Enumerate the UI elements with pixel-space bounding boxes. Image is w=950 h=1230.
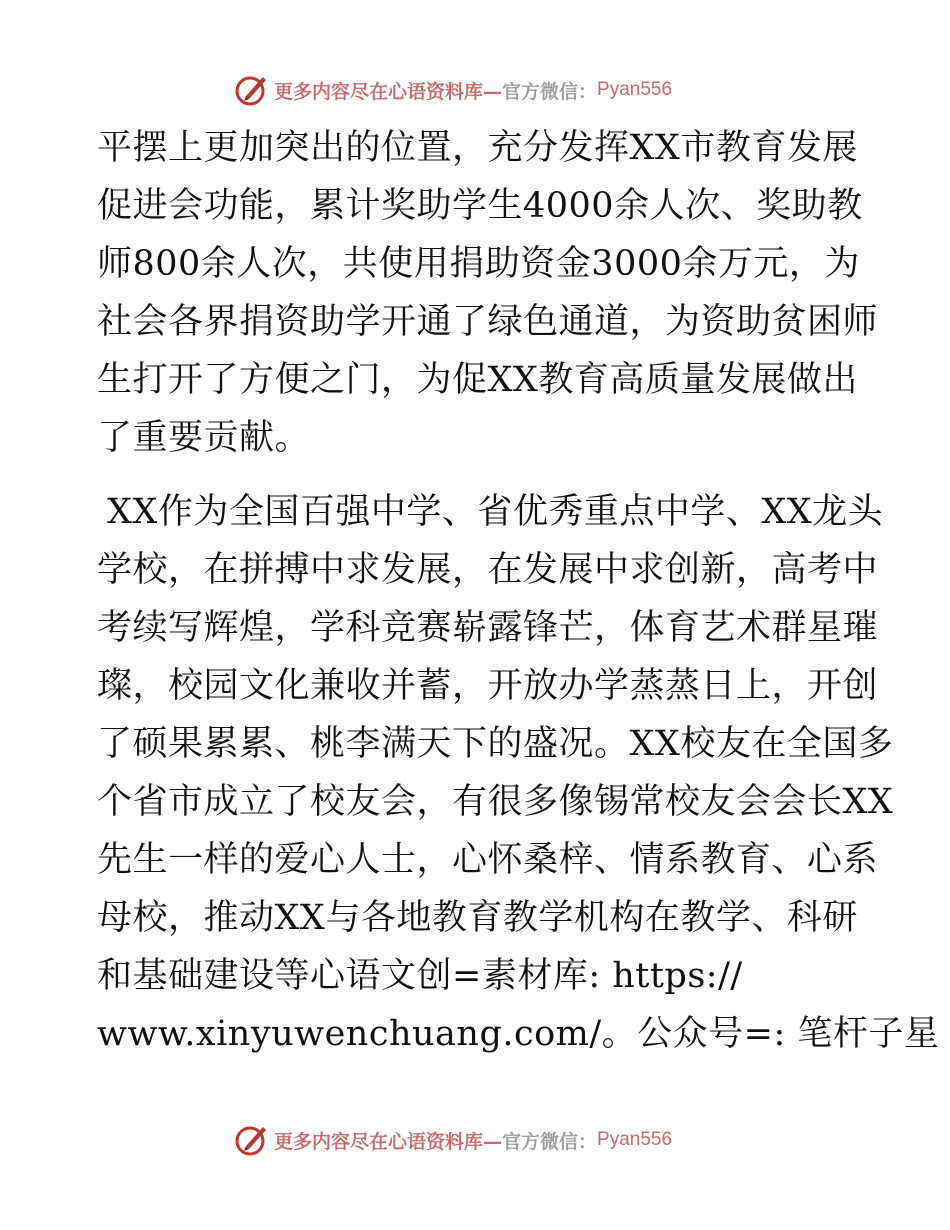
text-line: 社会各界捐资助学开通了绿色通道，为资助贫困师 xyxy=(97,302,879,342)
footer-banner xyxy=(234,1120,672,1160)
banner-wechat-id: Pyan556 xyxy=(597,79,673,100)
paragraph-1 xyxy=(97,126,879,474)
banner-wechat-id: Pyan556 xyxy=(597,1129,673,1150)
text-line: 生打开了方便之门，为促XX教育高质量发展做出 xyxy=(97,360,858,400)
document-body xyxy=(97,126,940,1070)
text-line: 师800余人次，共使用捐助资金3000余万元，为 xyxy=(97,244,860,284)
text-line: 璨，校园文化兼收并蓄，开放办学蒸蒸日上，开创 xyxy=(97,666,879,706)
text-line: 了硕果累累、桃李满天下的盛况。XX校友在全国多 xyxy=(97,724,894,764)
banner-wechat-label: 官方微信： xyxy=(502,80,598,103)
text-line: www.xinyuwenchuang.com/。公众号=: 笔杆子星 xyxy=(97,1014,940,1054)
text-line: 母校，推动XX与各地教育教学机构在教学、科研 xyxy=(97,898,858,938)
text-line: 学校，在拼搏中求发展，在发展中求创新，高考中 xyxy=(97,550,879,590)
text-line: 先生一样的爱心人士，心怀桑梓、情系教育、心系 xyxy=(97,840,879,880)
pen-logo-icon xyxy=(234,72,270,108)
banner-text: 更多内容尽在心语资料库— xyxy=(274,1130,503,1153)
text-line: 平摆上更加突出的位置，充分发挥XX市教育发展 xyxy=(97,128,858,168)
text-line: 个省市成立了校友会，有很多像锡常校友会会长XX xyxy=(97,782,894,822)
banner-wechat-label: 官方微信： xyxy=(502,1130,598,1153)
text-line: 和基础建设等心语文创=素材库: https:// xyxy=(97,956,743,996)
text-line: 促进会功能，累计奖助学生4000余人次、奖助教 xyxy=(97,186,863,226)
text-line: 考续写辉煌，学科竞赛崭露锋芒，体育艺术群星璀 xyxy=(97,608,879,648)
text-line: XX作为全国百强中学、省优秀重点中学、XX龙头 xyxy=(107,492,884,532)
paragraph-2 xyxy=(97,490,940,1070)
banner-text: 更多内容尽在心语资料库— xyxy=(274,80,503,103)
header-banner xyxy=(234,70,672,110)
pen-logo-icon xyxy=(234,1122,270,1158)
text-line: 了重要贡献。 xyxy=(97,418,311,458)
